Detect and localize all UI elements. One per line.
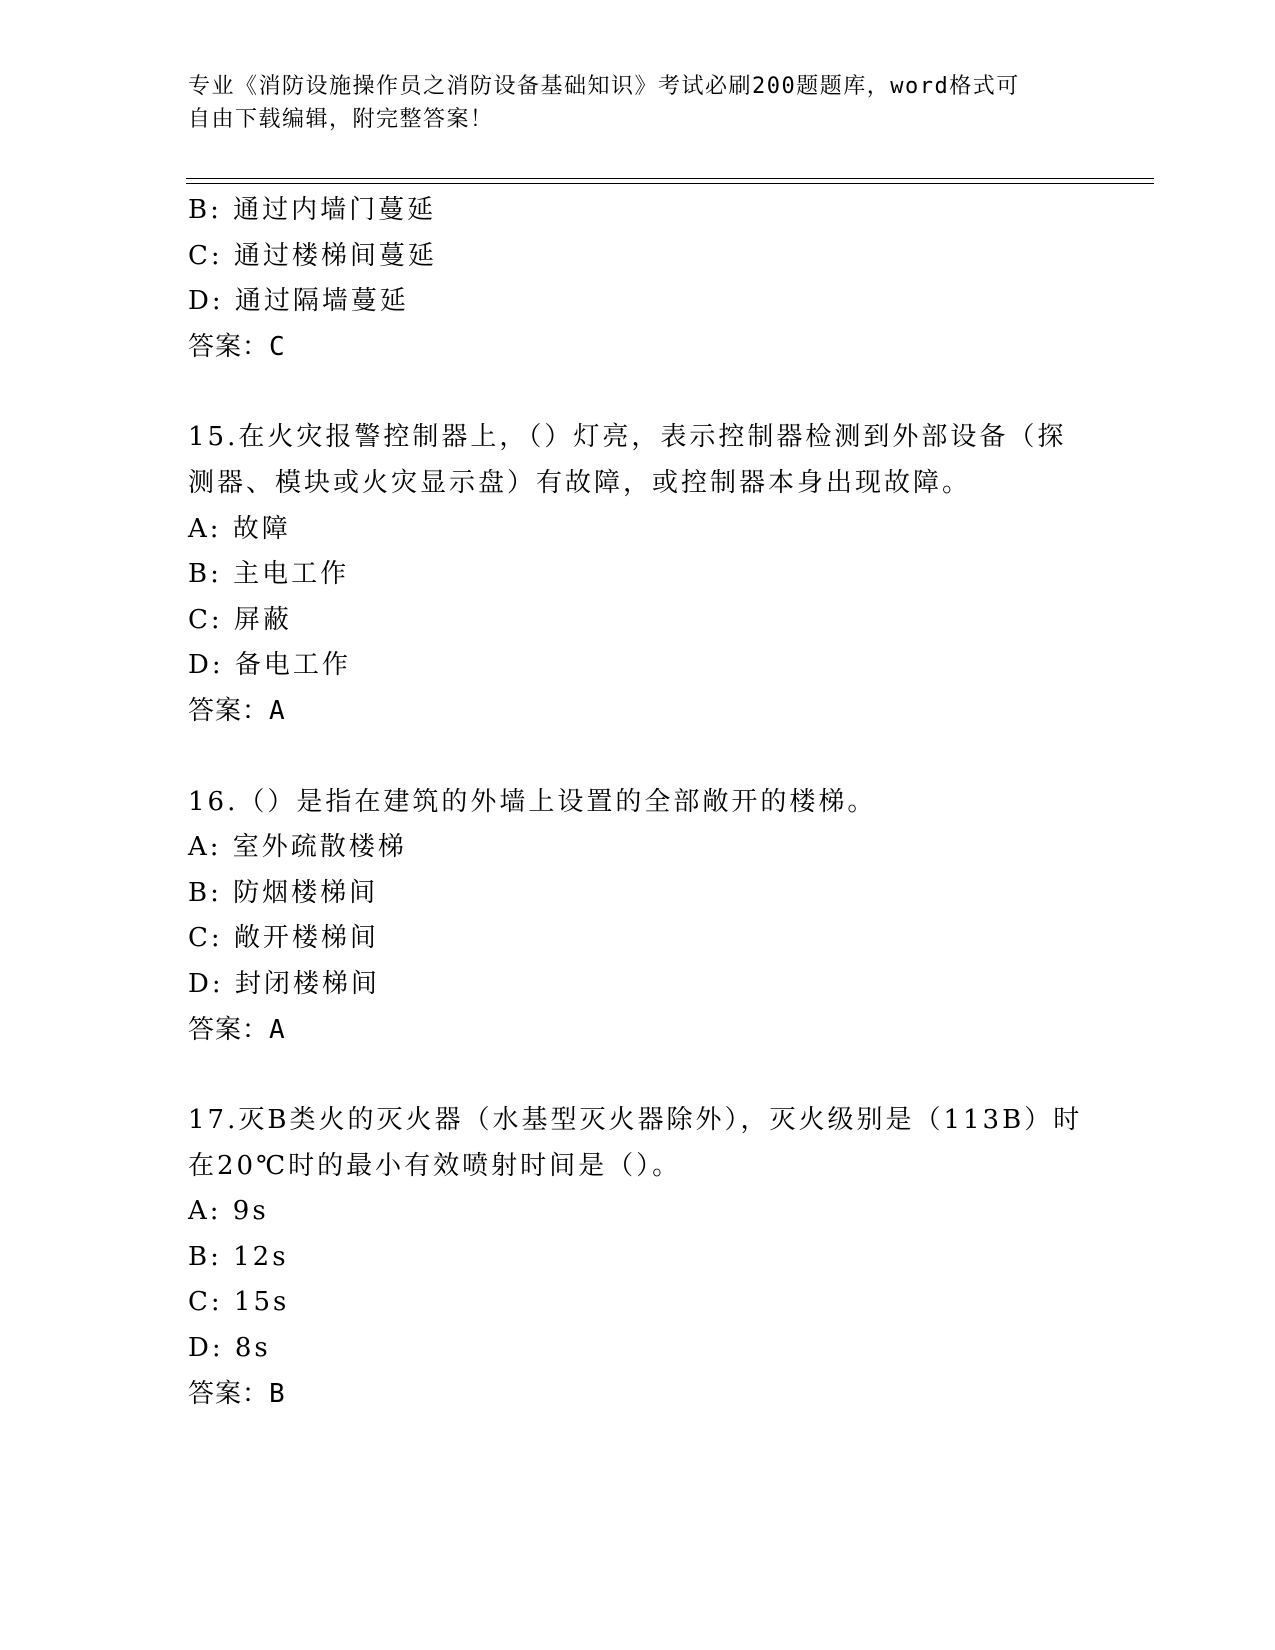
answer-line: 答案：A: [188, 1014, 286, 1045]
question-stem-line-1: 17.灭B类火的灭火器（水基型灭火器除外），灭火级别是（113B）时: [188, 1105, 1083, 1136]
option-c: C: 敞开楼梯间: [188, 923, 379, 954]
header-line-1: 专业《消防设施操作员之消防设备基础知识》考试必刷200题题库，word格式可: [188, 74, 1020, 99]
option-b: B: 通过内墙门蔓延: [188, 195, 437, 225]
question-stem-line-2: 测器、模块或火灾显示盘）有故障，或控制器本身出现故障。: [188, 467, 972, 498]
option-d: D: 备电工作: [188, 650, 351, 681]
header-divider-bottom: [186, 183, 1154, 184]
document-header: [188, 70, 1088, 136]
option-a: A: 室外疏散楼梯: [188, 832, 407, 863]
option-d: D: 8s: [188, 1333, 271, 1364]
question-16: [188, 780, 1108, 1054]
header-divider-top: [186, 178, 1154, 179]
answer-line: 答案：B: [188, 1378, 286, 1409]
question-stem-line-1: 15.在火灾报警控制器上，（）灯亮，表示控制器检测到外部设备（探: [188, 422, 1067, 453]
option-c: C: 15s: [188, 1287, 290, 1318]
option-d: D: 封闭楼梯间: [188, 968, 380, 999]
option-b: B: 12s: [188, 1241, 289, 1272]
option-b: B: 主电工作: [188, 559, 350, 590]
option-b: B: 防烟楼梯间: [188, 877, 379, 908]
option-c: C: 屏蔽: [188, 604, 292, 635]
question-14: [188, 188, 1108, 370]
option-c: C: 通过楼梯间蔓延: [188, 240, 437, 271]
question-stem-line-1: 16.（）是指在建筑的外墙上设置的全部敞开的楼梯。: [188, 786, 877, 817]
option-a: A: 故障: [188, 513, 291, 544]
question-stem-line-2: 在20℃时的最小有效喷射时间是（）。: [188, 1150, 682, 1181]
option-d: D: 通过隔墙蔓延: [188, 286, 409, 317]
question-17: [188, 1098, 1108, 1417]
answer-line: 答案：C: [188, 331, 286, 362]
question-list: [188, 188, 1108, 1417]
option-a: A: 9s: [188, 1196, 269, 1227]
header-line-2: 自由下载编辑，附完整答案！: [188, 107, 494, 132]
answer-line: 答案：A: [188, 695, 286, 726]
question-15: [188, 415, 1108, 734]
